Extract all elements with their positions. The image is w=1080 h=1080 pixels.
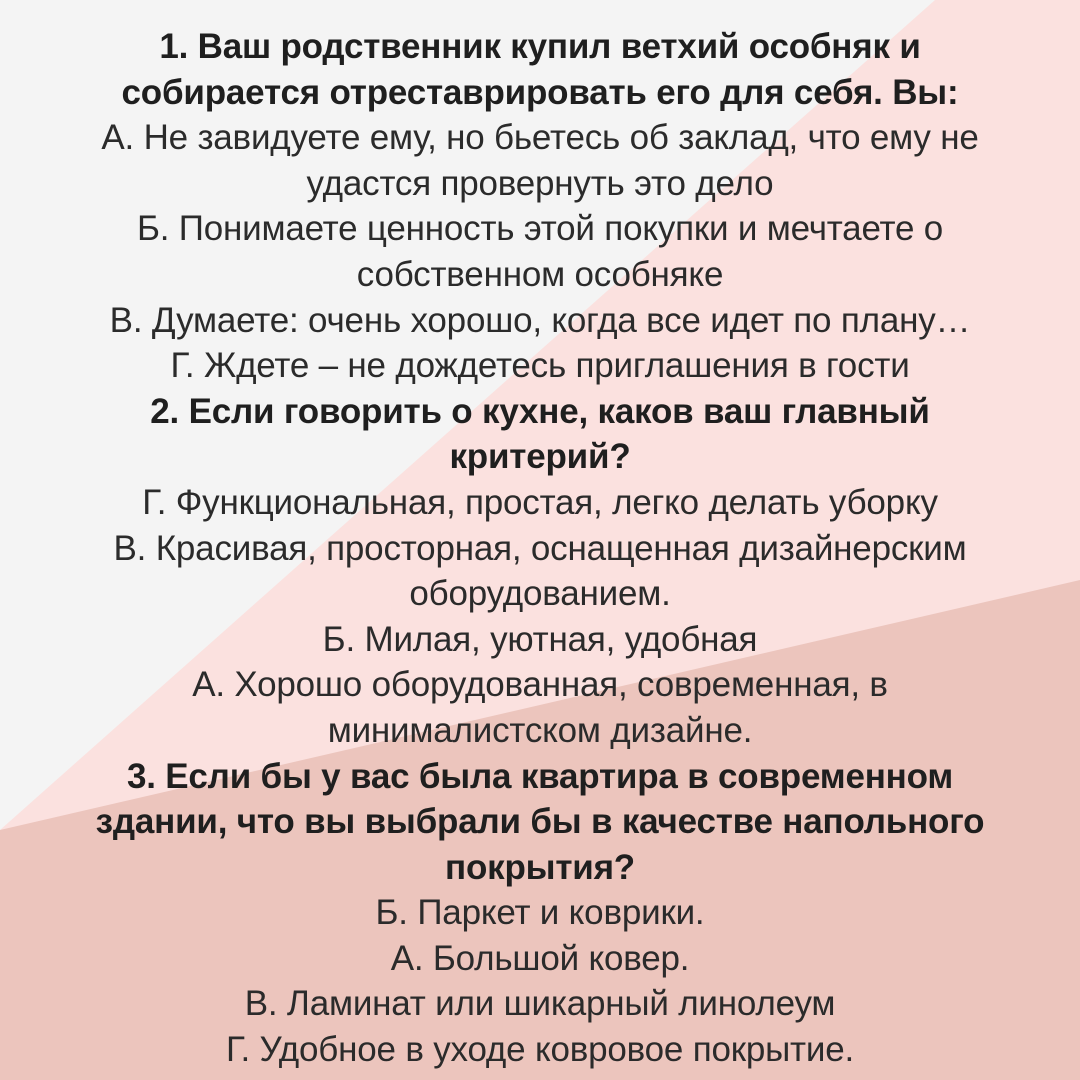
question-2-answer-line: оборудованием. — [409, 574, 671, 614]
question-3-title-line-2: здании, что вы выбрали бы в качестве напольного — [95, 802, 985, 842]
question-3-answer-line: Б. Паркет и коврики. — [375, 893, 705, 933]
question-2-title-line-1: 2. Если говорить о кухне, каков ваш главный — [150, 391, 930, 431]
question-3-answer-line: А. Большой ковер. — [390, 938, 690, 978]
question-2-answer-line: В. Красивая, просторная, оснащенная дизайнерским — [113, 528, 967, 568]
question-2-answer-line: Г. Функциональная, простая, легко делать уборку — [142, 482, 938, 522]
quiz-text — [30, 24, 1050, 1073]
question-2-answer-line: Б. Милая, уютная, удобная — [322, 619, 758, 659]
question-1-answer-line: В. Думаете: очень хорошо, когда все идет по плану… — [109, 300, 971, 340]
question-1-answer-line: удастся провернуть это дело — [306, 163, 774, 203]
question-1-answer-line: Г. Ждете – не дождетесь приглашения в гости — [170, 346, 910, 386]
question-1-answer-line: А. Не завидуете ему, но бьетесь об заклад, что ему не — [101, 118, 979, 158]
question-3-answer-line: В. Ламинат или шикарный линолеум — [244, 984, 836, 1024]
question-3-answer-line: Г. Удобное в уходе ковровое покрытие. — [225, 1030, 855, 1070]
question-1-title-line-1: 1. Ваш родственник купил ветхий особняк и — [159, 27, 921, 66]
question-1-answer-line: Б. Понимаете ценность этой покупки и мечтаете о — [136, 209, 944, 249]
question-1-answer-line: собственном особняке — [356, 254, 724, 294]
question-3-title-line-1: 3. Если бы у вас была квартира в современном — [126, 756, 954, 796]
question-3-title-line-3: покрытия? — [445, 847, 635, 887]
question-2-answer-line: А. Хорошо оборудованная, современная, в — [192, 665, 888, 705]
question-2-answer-line: минималистском дизайне. — [327, 710, 753, 750]
question-1-title-line-2: собирается отреставрировать его для себя. Вы: — [121, 72, 959, 112]
question-2-title-line-2: критерий? — [449, 437, 631, 477]
